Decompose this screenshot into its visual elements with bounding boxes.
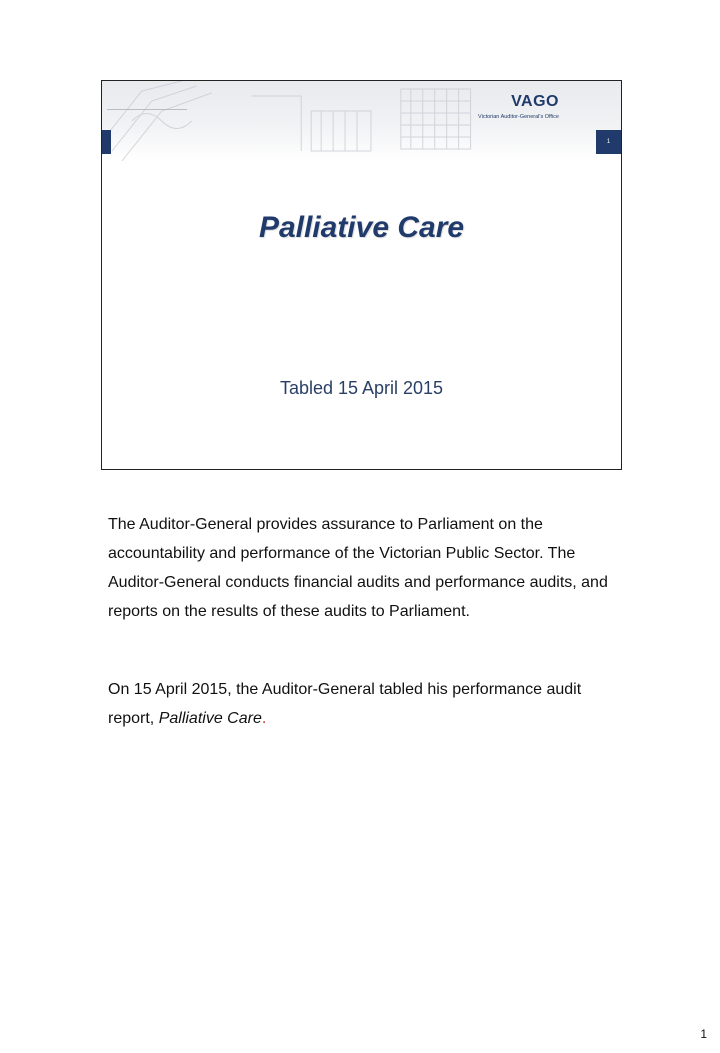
slide-title: Palliative Care xyxy=(258,211,465,244)
slide-header xyxy=(102,81,621,161)
report-title-period: . xyxy=(261,710,267,727)
report-title: Palliative Care xyxy=(158,710,262,727)
header-rule xyxy=(107,109,187,110)
notes-paragraph xyxy=(108,675,608,733)
vago-logo: VAGO xyxy=(511,93,559,110)
slide-number-badge: 1 xyxy=(596,130,621,154)
page-number: 1 xyxy=(700,1027,707,1041)
slide-subtitle: Tabled 15 April 2015 xyxy=(279,378,444,398)
slide-thumbnail xyxy=(101,80,622,470)
notes-paragraph: The Auditor-General provides assurance to Parliament on the accountability and performance of the Victorian Public Sector. The Auditor-General conducts financial audits and performance audits, and reports on the results of these audits to Parliament. xyxy=(108,516,608,620)
left-accent-tab xyxy=(102,130,111,154)
speaker-notes xyxy=(108,510,608,733)
notes-text: On 15 April 2015, the Auditor-General tabled his performance audit report, xyxy=(108,681,582,727)
organisation-name: Victorian Auditor-General's Office xyxy=(478,114,559,120)
